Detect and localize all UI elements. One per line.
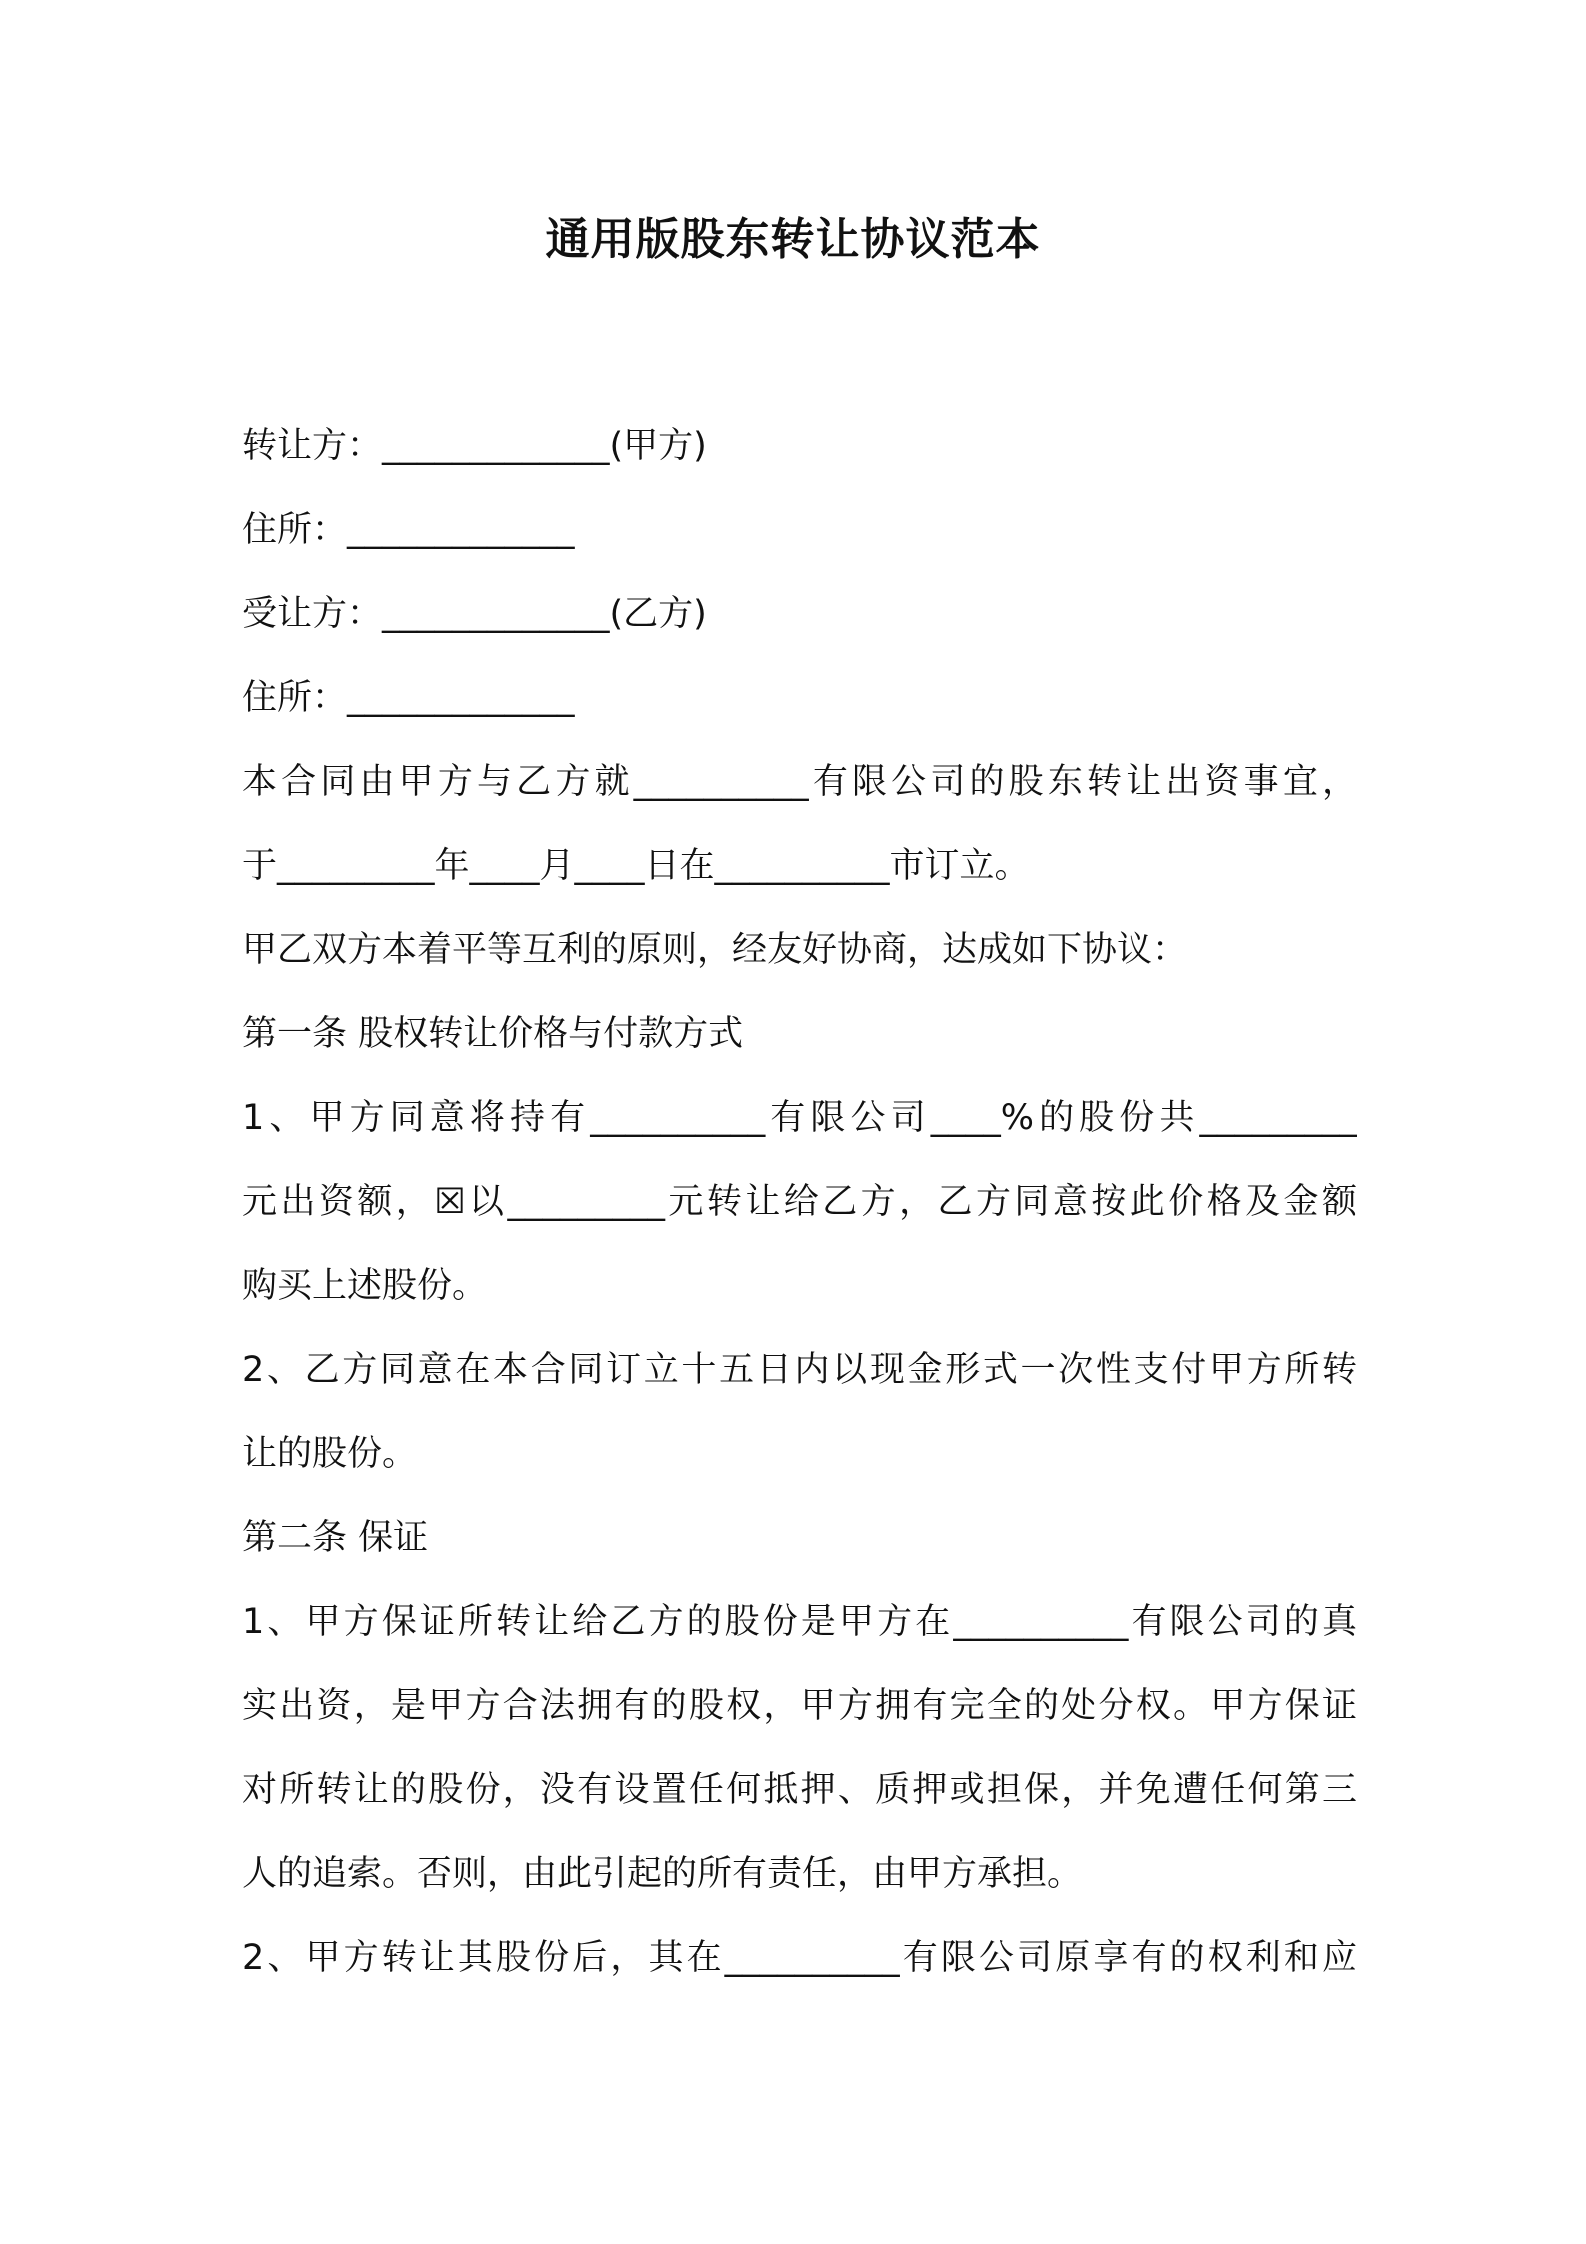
paragraph-line: 让的股份。 bbox=[242, 1434, 418, 1474]
paragraph-line: 甲乙双方本着平等互利的原则，经友好协商，达成如下协议： bbox=[242, 930, 1188, 970]
transferee-line: 受让方：_____________(乙方) bbox=[242, 594, 707, 634]
paragraph-line: 2、乙方同意在本合同订立十五日内以现金形式一次性支付甲方所转 bbox=[242, 1350, 1357, 1390]
paragraph-line: 实出资，是甲方合法拥有的股权，甲方拥有完全的处分权。甲方保证 bbox=[242, 1686, 1357, 1726]
document-body bbox=[242, 404, 1357, 2000]
transferee-address-line: 住所：_____________ bbox=[242, 678, 575, 718]
paragraph-line: 于_________年____月____日在__________市订立。 bbox=[242, 846, 1030, 886]
paragraph-line: 购买上述股份。 bbox=[242, 1266, 488, 1306]
paragraph-line: 对所转让的股份，没有设置任何抵押、质押或担保，并免遭任何第三 bbox=[242, 1770, 1357, 1810]
paragraph-line: 1、甲方同意将持有__________有限公司____%的股份共_________ bbox=[242, 1098, 1357, 1138]
paragraph-line: 2、甲方转让其股份后，其在__________有限公司原享有的权利和应 bbox=[242, 1938, 1357, 1978]
section-heading-2: 第二条 保证 bbox=[242, 1518, 429, 1558]
transferor-line: 转让方：_____________(甲方) bbox=[242, 426, 707, 466]
document-title: 通用版股东转让协议范本 bbox=[545, 214, 1041, 265]
paragraph-line: 本合同由甲方与乙方就__________有限公司的股东转让出资事宜， bbox=[242, 762, 1357, 802]
section-heading-1: 第一条 股权转让价格与付款方式 bbox=[242, 1014, 744, 1054]
transferor-address-line: 住所：_____________ bbox=[242, 510, 575, 550]
paragraph-line: 人的追索。否则，由此引起的所有责任，由甲方承担。 bbox=[242, 1854, 1083, 1894]
paragraph-line: 元出资额，☒以_________元转让给乙方，乙方同意按此价格及金额 bbox=[242, 1182, 1357, 1222]
paragraph-line: 1、甲方保证所转让给乙方的股份是甲方在__________有限公司的真 bbox=[242, 1602, 1357, 1642]
